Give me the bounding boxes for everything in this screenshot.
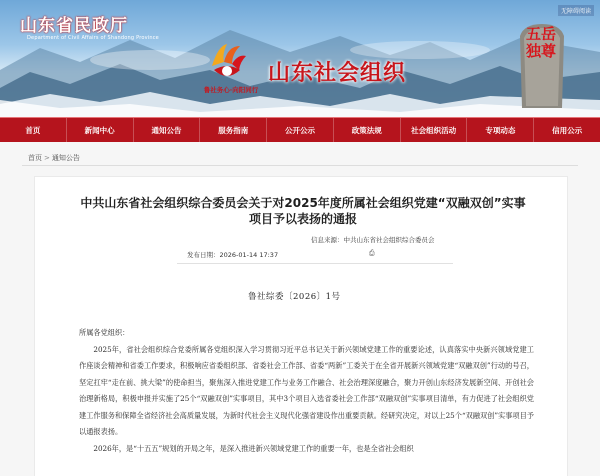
article-source: 信息来源：中共山东省社会组织综合委员会 xyxy=(311,236,435,244)
breadcrumb-separator: > xyxy=(44,154,50,162)
nav-item-notices[interactable]: 通知公告 xyxy=(134,118,201,142)
breadcrumb-divider xyxy=(22,165,578,166)
breadcrumb xyxy=(28,153,80,163)
document-number: 鲁社综委〔2026〕1号 xyxy=(248,292,341,302)
content-area xyxy=(0,142,600,476)
article-paragraph: 2026年，是“十五五”规划的开局之年，是深入推进新兴领域党建工作的重要一年，也是全省社会组织 xyxy=(93,443,414,453)
nav-item-news[interactable]: 新闻中心 xyxy=(67,118,134,142)
accessibility-link[interactable]: 无障碍阅读 xyxy=(558,5,594,16)
nav-item-special-news[interactable]: 专项动态 xyxy=(467,118,534,142)
meta-divider xyxy=(177,263,453,264)
article-paragraph: 2025年，省社会组织综合党委所属各党组织深入学习贯彻习近平总书记关于新兴领域党建工作的重要论述，认真落实中央新兴领域党建工作座谈会精神和省委工作要求，积极响应省委组织部、省委社会工作部、省委“两新”工委关于在全省开展新兴领域党建“双融双创”行动的号召，坚定扛牢“走在前、挑大梁”的使命担当，聚焦深入推进党建工作与业务工作融合、社会治理深度融合，聚力开创山东经济发展新空间、开创社会治理新格局，积极申报并实施了25个“双融双创”实事项目，其中3个项目入选省委社会工作部“双融双创”实事项目清单，有力促进了社会组织党建工作服务和保障全省经济社会高质量发展，为新时代社会主义现代化强省建设作出重要贡献。经研究决定，对以上25个“双融双创”实事项目予以通报表扬。 xyxy=(79,344,534,436)
nav-item-org-activities[interactable]: 社会组织活动 xyxy=(401,118,468,142)
salutation: 所属各党组织： xyxy=(79,328,130,337)
nav-item-service-guide[interactable]: 服务指南 xyxy=(200,118,267,142)
header-banner xyxy=(0,0,600,117)
article-title: 中共山东省社会组织综合委员会关于对2025年度所属社会组织党建“双融双创”实事项目予以表扬的通报 xyxy=(80,196,526,226)
gov-title[interactable]: 山东省民政厅 xyxy=(20,16,128,36)
breadcrumb-home[interactable]: 首页 xyxy=(28,154,42,162)
logo-caption: 鲁社务心·向阳同行 xyxy=(203,86,259,94)
gov-subtitle: Department of Civil Affairs of Shandong Province xyxy=(27,35,159,41)
article-date: 发布日期：2026-01-14 17:37 xyxy=(187,251,279,259)
article-panel xyxy=(34,176,568,476)
site-logo-icon xyxy=(206,40,248,84)
article-body xyxy=(79,325,534,457)
nav-item-home[interactable]: 首页 xyxy=(0,118,67,142)
nav-item-public-notice[interactable]: 公开公示 xyxy=(267,118,334,142)
breadcrumb-current[interactable]: 通知公告 xyxy=(51,154,80,162)
site-name[interactable]: 山东社会组织 xyxy=(268,60,407,86)
stone-inscription: 五岳独尊 xyxy=(525,25,556,60)
nav-item-policy[interactable]: 政策法规 xyxy=(334,118,401,142)
print-icon[interactable]: ⎙ xyxy=(369,249,375,257)
nav-item-credit[interactable]: 信用公示 xyxy=(552,125,583,135)
main-nav xyxy=(0,117,600,142)
